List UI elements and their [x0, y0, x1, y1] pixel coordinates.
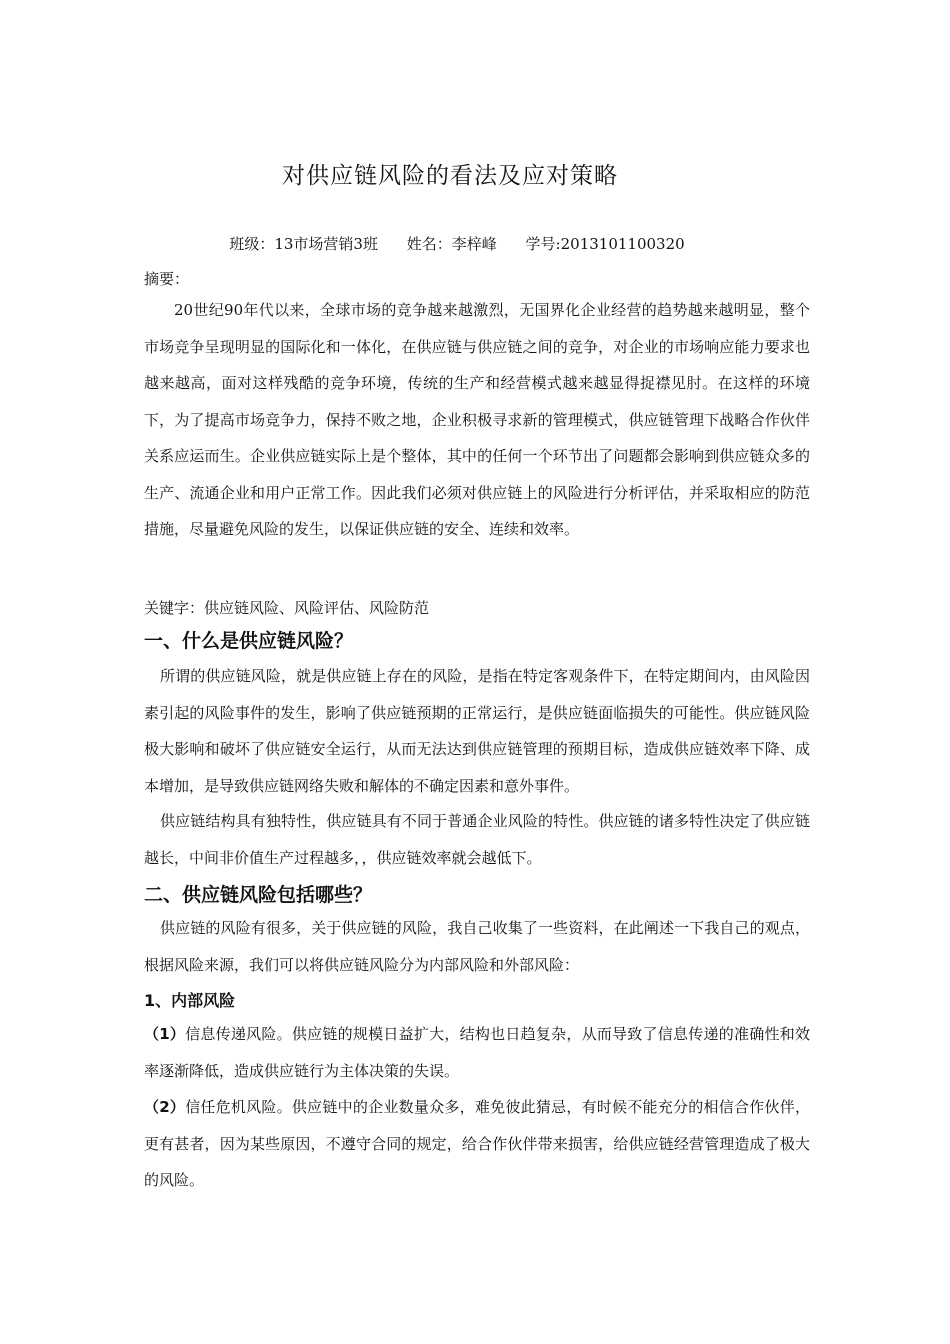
section1-paragraph-1: 所谓的供应链风险，就是供应链上存在的风险，是指在特定客观条件下，在特定期间内，由风险因素引起的风险事件的发生，影响了供应链预期的正常运行，是供应链面临损失的可能性。供应链风险极大影响和破坏了供应链安全运行，从而无法达到供应链管理的预期目标，造成供应链效率下降、成本增加，是导致供应链网络失败和解体的不确定因素和意外事件。	[144, 667, 810, 795]
section1-paragraph-2: 供应链结构具有独特性，供应链具有不同于普通企业风险的特性。供应链的诸多特性决定了供应链越长，中间非价值生产过程越多，，供应链效率就会越低下。	[144, 812, 810, 867]
item-text: 信息传递风险。供应链的规模日益扩大，结构也日趋复杂，从而导致了信息传递的准确性和效率逐渐降低，造成供应链行为主体决策的失误。	[144, 1025, 811, 1080]
class-info: 班级：13市场营销3班	[229, 235, 378, 253]
author-info	[0, 233, 950, 254]
abstract-label: 摘要：	[144, 270, 190, 288]
name-info: 姓名：李梓峰	[406, 235, 497, 253]
abstract-paragraph: 20世纪90年代以来，全球市场的竞争越来越激烈，无国界化企业经营的趋势越来越明显，整个市场竞争呈现明显的国际化和一体化，在供应链与供应链之间的竞争，对企业的市场响应能力要求也越来越高，面对这样残酷的竞争环境，传统的生产和经营模式越来越显得捉襟见肘。在这样的环境下，为了提高市场竞争力，保持不败之地，企业积极寻求新的管理模式，供应链管理下战略合作伙伴关系应运而生。企业供应链实际上是个整体，其中的任何一个环节出了问题都会影响到供应链众多的生产、流通企业和用户正常工作。因此我们必须对供应链上的风险进行分析评估，并采取相应的防范措施，尽量避免风险的发生，以保证供应链的安全、连续和效率。	[144, 301, 810, 538]
document-title: 对供应链风险的看法及应对策略	[282, 163, 618, 189]
keywords: 关键字：供应链风险、风险评估、风险防范	[144, 599, 430, 617]
item-text: 信任危机风险。供应链中的企业数量众多，难免彼此猜忌，有时候不能充分的相信合作伙伴，更有甚者，因为某些原因，不遵守合同的规定，给合作伙伴带来损害，给供应链经营管理造成了极大的风险。	[144, 1098, 811, 1189]
section2-heading: 二、供应链风险包括哪些？	[144, 884, 373, 906]
section2-paragraph-1: 供应链的风险有很多，关于供应链的风险，我自己收集了一些资料，在此阐述一下我自己的观点，根据风险来源，我们可以将供应链风险分为内部风险和外部风险：	[144, 919, 810, 974]
list-item	[144, 1016, 810, 1089]
list-item	[144, 1089, 810, 1199]
section1-heading: 一、什么是供应链风险？	[144, 630, 354, 652]
item-number: （2）	[144, 1098, 186, 1116]
subsection-internal-risk-heading: 1、内部风险	[144, 991, 236, 1010]
item-number: （1）	[144, 1025, 186, 1043]
student-id-info: 学号:2013101100320	[525, 235, 685, 253]
